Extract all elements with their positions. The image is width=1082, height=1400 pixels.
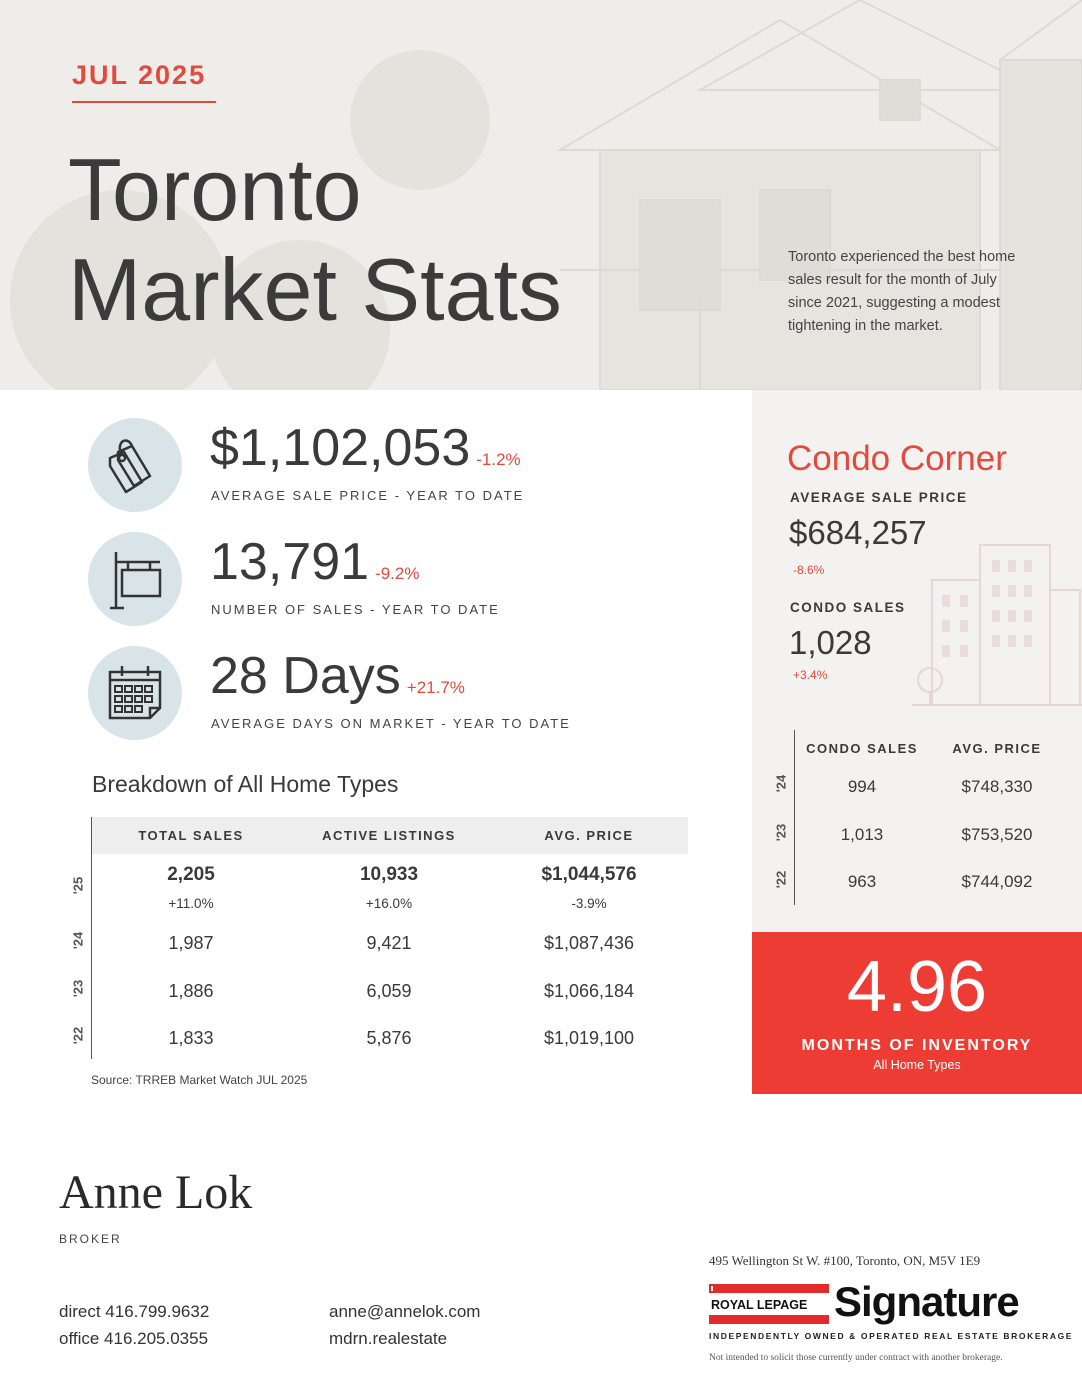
royal-lepage-logo — [709, 1284, 829, 1324]
condo-corner-title: Condo Corner — [787, 439, 1007, 478]
condo-sales-label: CONDO SALES — [790, 600, 906, 615]
col-header-avg-price: AVG. PRICE — [544, 828, 634, 843]
office-phone[interactable]: office 416.205.0355 — [59, 1329, 209, 1348]
condo-sales-change: +3.4% — [793, 668, 828, 682]
table-cell: 2,205 — [167, 864, 215, 885]
table-cell: 9,421 — [366, 933, 412, 953]
intro-text: Toronto experienced the best home sales result for the month of July since 2021, suggesting a modest tightening in the market. — [788, 249, 1016, 334]
table-cell: $748,330 — [961, 777, 1033, 796]
col-header-active-listings: ACTIVE LISTINGS — [322, 828, 456, 843]
table-cell: 1,987 — [168, 933, 214, 953]
city-buildings-icon — [912, 540, 1082, 710]
table-cell: 963 — [847, 872, 877, 891]
stat-change: -1.2% — [476, 450, 521, 469]
row-year: '22 — [773, 870, 789, 889]
condo-sales-value: 1,028 — [789, 624, 872, 661]
brokerage-tagline: INDEPENDENTLY OWNED & OPERATED REAL ESTATE BROKERAGE — [709, 1331, 1074, 1341]
calendar-icon — [88, 646, 182, 740]
agent-name: Anne Lok — [59, 1166, 253, 1219]
hero-banner — [0, 0, 1082, 390]
web-contacts — [329, 1298, 480, 1352]
direct-phone[interactable]: direct 416.799.9632 — [59, 1302, 210, 1321]
table-cell: 994 — [847, 777, 877, 796]
stat-value: 28 Days +21.7% — [210, 647, 465, 705]
price-tag-icon — [88, 418, 182, 512]
stat-average-price — [88, 418, 708, 514]
inventory-value: 4.96 — [846, 947, 988, 1027]
months-of-inventory-box — [752, 932, 1082, 1094]
breakdown-title: Breakdown of All Home Types — [92, 771, 399, 797]
condo-avg-label: AVERAGE SALE PRICE — [790, 490, 968, 505]
signature-logo-text: Signature — [834, 1278, 1019, 1325]
inventory-sub: All Home Types — [873, 1058, 961, 1072]
svg-text:ROYAL LEPAGE: ROYAL LEPAGE — [711, 1298, 808, 1312]
table-cell-change: -3.9% — [571, 896, 607, 911]
table-cell: 5,876 — [366, 1028, 412, 1048]
table-cell: 1,833 — [168, 1028, 214, 1048]
row-year: '25 — [70, 876, 86, 895]
table-cell: 1,886 — [168, 981, 214, 1001]
page-title — [68, 140, 562, 340]
condo-col-header-sales: CONDO SALES — [806, 741, 918, 756]
condo-table-divider — [794, 730, 795, 905]
brokerage-address: 495 Wellington St W. #100, Toronto, ON, M5V 1E9 — [709, 1253, 981, 1268]
stat-change: -9.2% — [375, 564, 420, 583]
disclaimer: Not intended to solicit those currently under contract with another brokerage. — [709, 1353, 1003, 1363]
sale-sign-icon — [88, 532, 182, 626]
table-cell: $1,066,184 — [543, 981, 635, 1001]
stat-label: AVERAGE SALE PRICE - YEAR TO DATE — [211, 488, 525, 503]
col-header-total-sales: TOTAL SALES — [138, 828, 244, 843]
table-cell: $744,092 — [961, 872, 1033, 891]
stat-label: AVERAGE DAYS ON MARKET - YEAR TO DATE — [211, 716, 571, 731]
row-year: '22 — [70, 1026, 86, 1045]
breakdown-divider — [91, 817, 92, 1059]
condo-avg-change: -8.6% — [793, 563, 825, 577]
row-year: '23 — [70, 979, 86, 998]
email-link[interactable]: anne@annelok.com — [329, 1302, 481, 1321]
inventory-label: MONTHS OF INVENTORY — [801, 1037, 1033, 1054]
condo-col-header-price: AVG. PRICE — [952, 741, 1042, 756]
table-cell: 1,013 — [840, 825, 884, 844]
table-cell: $1,019,100 — [543, 1028, 635, 1048]
title-line-2: Market Stats — [68, 240, 562, 339]
stat-number-of-sales — [88, 532, 708, 628]
row-year: '24 — [70, 931, 86, 950]
stat-days-on-market — [88, 646, 708, 742]
website-link[interactable]: mdrn.realestate — [329, 1329, 448, 1348]
table-cell: 6,059 — [366, 981, 412, 1001]
table-cell-change: +16.0% — [365, 896, 413, 911]
table-cell: $753,520 — [961, 825, 1033, 844]
stat-value: 13,791 -9.2% — [210, 533, 420, 591]
table-cell: $1,044,576 — [541, 864, 637, 885]
table-cell: $1,087,436 — [543, 933, 635, 953]
phone-contacts — [59, 1298, 209, 1352]
row-year: '23 — [773, 823, 789, 842]
table-cell-change: +11.0% — [168, 896, 214, 911]
condo-avg-value: $684,257 — [789, 514, 927, 551]
agent-role: BROKER — [59, 1232, 122, 1246]
stat-label: NUMBER OF SALES - YEAR TO DATE — [211, 602, 500, 617]
report-month: JUL 2025 — [72, 60, 207, 90]
stat-value: $1,102,053 -1.2% — [210, 419, 521, 477]
source-note: Source: TRREB Market Watch JUL 2025 — [91, 1073, 308, 1087]
stat-change: +21.7% — [406, 678, 465, 697]
month-underline — [72, 101, 216, 103]
title-line-1: Toronto — [68, 140, 362, 239]
table-cell: 10,933 — [359, 864, 419, 885]
row-year: '24 — [773, 774, 789, 793]
